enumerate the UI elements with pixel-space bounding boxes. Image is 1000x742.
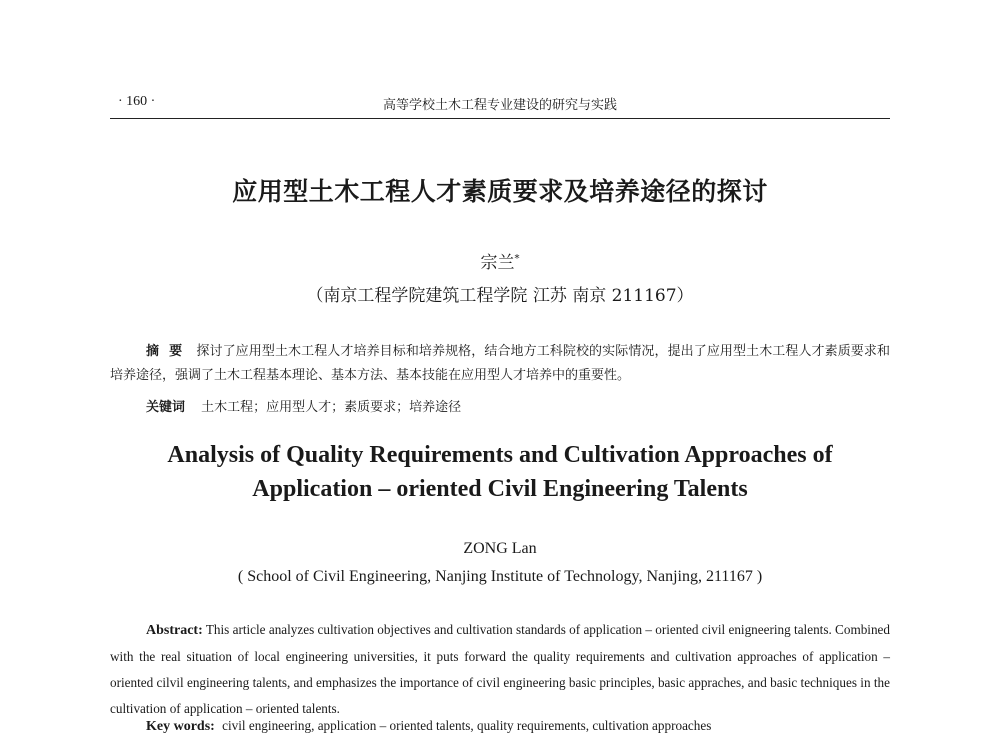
chinese-keywords: [146, 396, 461, 415]
english-affiliation: ( School of Civil Engineering, Nanjing Institute of Technology, Nanjing, 211167 ): [237, 568, 763, 585]
running-header: [110, 92, 890, 119]
author-footnote-mark: *: [514, 253, 520, 265]
chinese-keywords-text: 土木工程；应用型人才；素质要求；培养途径: [201, 400, 462, 415]
running-title: 高等学校土木工程专业建设的研究与实践: [382, 98, 617, 113]
english-abstract-label: Abstract:: [146, 623, 203, 638]
chinese-abstract-text: 探讨了应用型土木工程人才培养目标和培养规格，结合地方工科院校的实际情况，提出了应用型土木工程人才素质要求和培养途径，强调了土木工程基本理论、基本方法、基本技能在应用型人才培养中的重要性。: [110, 344, 890, 383]
chinese-author-name: 宗兰: [480, 253, 515, 273]
chinese-title: 应用型土木工程人才素质要求及培养途径的探讨: [232, 177, 768, 206]
english-title: [0, 438, 1000, 506]
english-abstract: [110, 617, 890, 722]
chinese-affiliation: （南京工程学院建筑工程学院 江苏 南京 211167）: [306, 286, 694, 306]
chinese-keywords-label: 关键词: [146, 400, 186, 415]
english-title-line-2: Application – oriented Civil Engineering Talents: [252, 476, 748, 502]
chinese-author: [0, 248, 1000, 273]
english-abstract-text: This article analyzes cultivation objectives and cultivation standards of application – oriented civil enigneering talents. Combined with the real situation of local engineering universities, it puts forward the quality requirements and cultivation approaches of application – oriented cilvil engineering talents, and emphasizes the importance of civil engineering basic principles, basic appraches, and basic techniques in the cultivation of application – oriented talents.: [110, 622, 890, 716]
english-author: ZONG Lan: [463, 540, 537, 557]
english-title-line-1: Analysis of Quality Requirements and Cultivation Approaches of: [167, 442, 833, 468]
english-keywords-label: Key words:: [146, 719, 215, 734]
english-keywords-text: civil engineering, application – oriented talents, quality requirements, cultivation approaches: [222, 718, 712, 733]
english-keywords: [146, 718, 711, 735]
chinese-abstract-label: 摘要: [146, 344, 193, 359]
page-number: · 160 ·: [118, 94, 156, 109]
chinese-abstract: [110, 340, 890, 388]
